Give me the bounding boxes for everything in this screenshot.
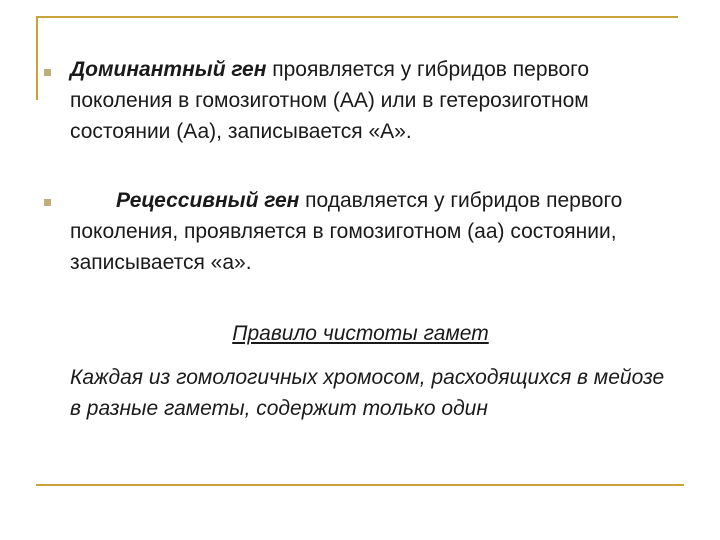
rule-heading: Правило чистоты гамет bbox=[232, 322, 489, 345]
rule-text: Каждая из гомологичных хромосом, расходящихся в мейозе в разные гаметы, содержит только один bbox=[70, 366, 665, 420]
bullet-paragraph-dominant bbox=[70, 54, 680, 147]
top-border-line bbox=[36, 16, 678, 18]
bullet-paragraph-recessive bbox=[70, 185, 680, 278]
term-dominant-gene: Доминантный ген bbox=[70, 58, 267, 81]
bottom-border-line bbox=[36, 484, 684, 486]
recessive-gene-description: подавляется у гибридов первого поколения, проявляется в гомозиготном (аа) состоянии, записывается «а». bbox=[70, 189, 623, 274]
square-bullet-icon bbox=[44, 199, 51, 206]
left-border-line bbox=[36, 16, 38, 100]
dominant-gene-description: проявляется у гибридов первого поколения в гомозиготном (АА) или в гетерозиготном состоянии (Аа), записывается «А». bbox=[70, 58, 590, 143]
term-recessive-gene: Рецессивный ген bbox=[116, 189, 300, 212]
square-bullet-icon bbox=[44, 69, 51, 76]
